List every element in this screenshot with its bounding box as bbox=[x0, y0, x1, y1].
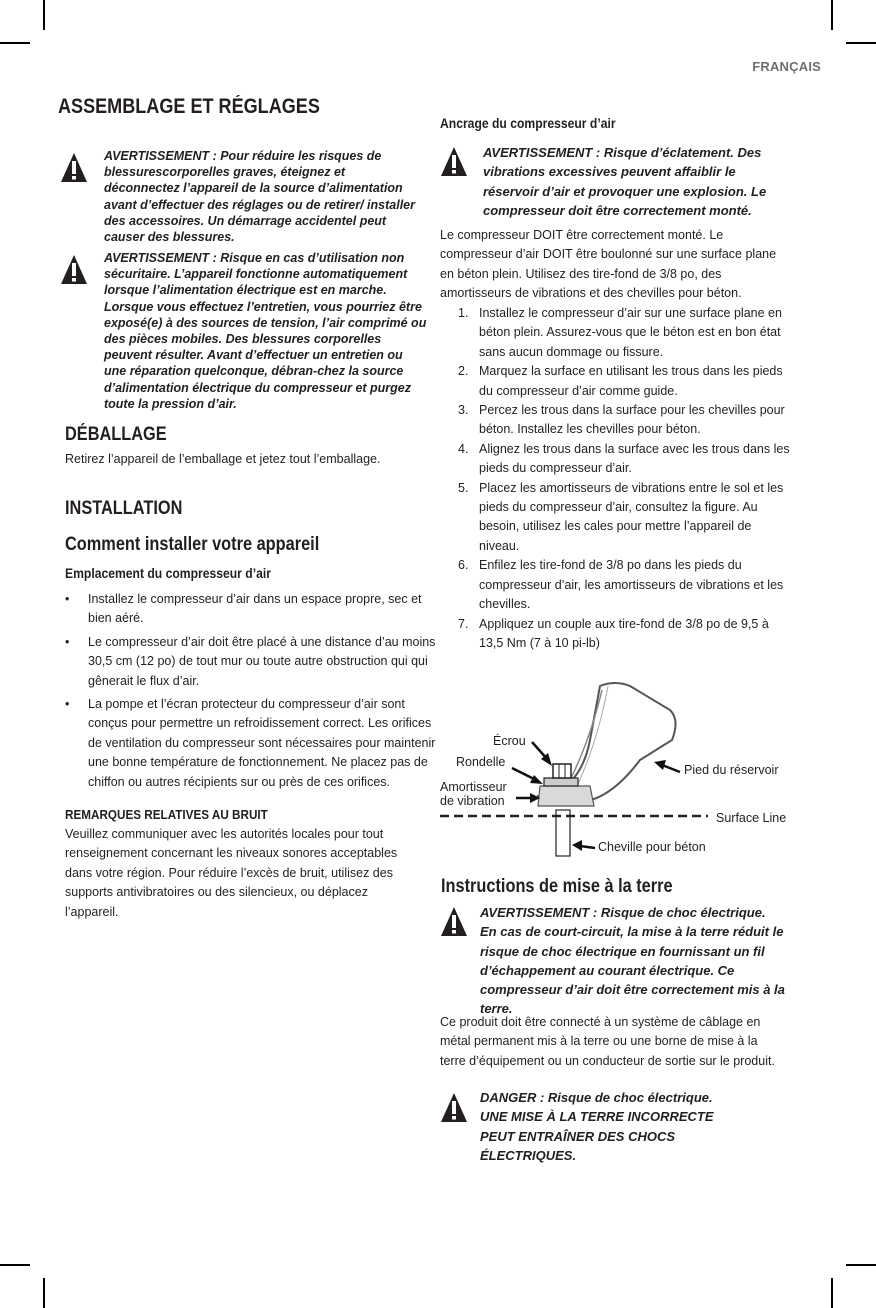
section-title-installation: INSTALLATION bbox=[65, 498, 183, 519]
step-number: 2. bbox=[458, 364, 469, 379]
grounding-text: Ce produit doit être connecté à un système de câblage en métal permanent mis à la terre ou une borne de mise à la terre d’équipement ou un conducteur de sortie sur le produit. bbox=[440, 1015, 775, 1068]
anchoring-intro: Le compresseur DOIT être correctement monté. Le compresseur d’air DOIT être boulonné sur une surface plane en béton plein. Utilisez des tire-fond de 3/8 po, des amortisseurs de vibrations et des chevilles pour béton. bbox=[440, 228, 777, 301]
step-text: Placez les amortisseurs de vibrations entre le sol et les pieds du compresseur d’air, consultez la figure. Au besoin, utilisez les cales pour mettre l’appareil de niveau. bbox=[479, 480, 784, 553]
list-item bbox=[440, 615, 792, 654]
step-text: Marquez la surface en utilisant les trous dans les pieds du compresseur d’air comme guide. bbox=[479, 364, 783, 398]
warning-icon bbox=[440, 146, 468, 178]
list-item bbox=[440, 479, 792, 557]
language-label: FRANÇAIS bbox=[752, 59, 821, 74]
step-number: 4. bbox=[458, 441, 469, 456]
figure-label-concrete-anchor: Cheville pour béton bbox=[598, 840, 706, 854]
list-item: • La pompe et l’écran protecteur du compresseur d’air sont conçus pour permettre un refroidissement correct. Les orifices de ventilation du compresseur sont nécessaires pour maintenir une bonne température de fonctionnement. Ne placez pas de chiffon ou autres récipients sur ou près de ces orifices. bbox=[65, 695, 437, 792]
section-title-how-to-install: Comment installer votre appareil bbox=[65, 534, 320, 555]
crop-mark bbox=[0, 42, 30, 44]
step-text: Enfilez les tire-fond de 3/8 po dans les pieds du compresseur d’air, les amortisseurs de vibrations et les chevilles. bbox=[479, 558, 784, 612]
location-bullets bbox=[65, 590, 437, 796]
unpacking-text: Retirez l’appareil de l’emballage et jetez tout l’emballage. bbox=[65, 452, 381, 466]
noise-text: Veuillez communiquer avec les autorités locales pour tout renseignement concernant les niveaux sonores acceptables dans votre région. Pour réduire l’excès de bruit, utilisez des supports antivibratoires ou des silencieux, ou déplacez l’appareil. bbox=[65, 827, 398, 919]
list-item bbox=[440, 304, 792, 362]
step-text: Appliquez un couple aux tire-fond de 3/8 po de 9,5 à 13,5 Nm (7 à 10 pi-lb) bbox=[479, 616, 769, 650]
danger-icon bbox=[440, 1092, 468, 1124]
warning-icon bbox=[60, 254, 88, 286]
figure-label-washer: Rondelle bbox=[456, 755, 506, 769]
warning-icon bbox=[440, 906, 468, 938]
list-item: • Installez le compresseur d’air dans un espace propre, sec et bien aéré. bbox=[65, 590, 437, 629]
subsection-title-anchoring: Ancrage du compresseur d’air bbox=[440, 116, 616, 131]
figure-label-damper: Amortisseur bbox=[440, 780, 507, 794]
list-item bbox=[440, 401, 792, 440]
crop-mark bbox=[43, 1278, 45, 1308]
crop-mark bbox=[43, 0, 45, 30]
list-item bbox=[440, 440, 792, 479]
step-text: Percez les trous dans la surface pour les chevilles pour béton. Installez les chevilles pour béton. bbox=[479, 403, 785, 437]
list-item: • Le compresseur d’air doit être placé à une distance d’au moins 30,5 cm (12 po) de tout mur ou toute autre obstruction qui qui gênerait le flux d’air. bbox=[65, 633, 437, 691]
crop-mark bbox=[846, 42, 876, 44]
figure-label-tank-foot: Pied du réservoir bbox=[684, 763, 779, 777]
crop-mark bbox=[831, 0, 833, 30]
warning-text: AVERTISSEMENT : Risque de choc électrique. En cas de court-circuit, la mise à la terre réduit le risque de choc électrique en fournissant un fil d’échappement au courant électrique. Ce compresseur d’air doit être correctement mis à la terre. bbox=[480, 905, 785, 1017]
step-text: Installez le compresseur d’air sur une surface plane en béton plein. Assurez-vous que le béton est en bon état sans aucun dommage ou fissure. bbox=[479, 306, 782, 359]
section-title-grounding: Instructions de mise à la terre bbox=[441, 876, 673, 897]
step-number: 1. bbox=[458, 306, 469, 320]
section-title-assembly: ASSEMBLAGE ET RÉGLAGES bbox=[58, 95, 320, 118]
list-item bbox=[440, 556, 792, 614]
step-text: Alignez les trous dans la surface avec les trous dans les pieds du compresseur d’air. bbox=[479, 441, 790, 476]
warning-icon bbox=[60, 152, 88, 184]
step-number: 7. bbox=[458, 616, 469, 631]
section-title-unpacking: DÉBALLAGE bbox=[65, 424, 167, 445]
subsection-title-noise: REMARQUES RELATIVES AU BRUIT bbox=[65, 807, 268, 822]
crop-mark bbox=[0, 1264, 30, 1266]
crop-mark bbox=[831, 1278, 833, 1308]
figure-label-nut: Écrou bbox=[493, 734, 526, 748]
warning-text: AVERTISSEMENT : Pour réduire les risques de blessurescorporelles graves, éteignez et déconnectez l’appareil de la source d’alimentation avant d’effectuer des réglages ou de retirer/ installer des accessoires. Un démarrage accidentel peut causer des blessures. bbox=[104, 149, 415, 245]
step-number: 5. bbox=[458, 480, 469, 495]
crop-mark bbox=[846, 1264, 876, 1266]
figure-label-damper: de vibration bbox=[440, 794, 505, 808]
anchoring-steps bbox=[440, 304, 792, 653]
figure-label-surface-line: Surface Line bbox=[716, 811, 787, 825]
subsection-title-location: Emplacement du compresseur d’air bbox=[65, 566, 271, 581]
warning-text: AVERTISSEMENT : Risque en cas d’utilisation non sécuritaire. L’appareil fonctionne automatiquement lorsque l’alimentation électrique est en marche. Lorsque vous effectuez l’entretien, vous pourriez être exposé(e) à des sources de tension, l’air comprimé ou des pièces mobiles. Des blessures corporelles peuvent résulter. Avant d’effectuer un entretien ou une réparation quelconque, débran-chez la source d’alimentation électrique du compresseur et purgez toute la pression d’air. bbox=[104, 251, 427, 411]
step-number: 3. bbox=[458, 403, 469, 418]
warning-text: AVERTISSEMENT : Risque d’éclatement. Des vibrations excessives peuvent affaiblir le réservoir d’air et provoquer une explosion. Le compresseur doit être correctement monté. bbox=[483, 145, 767, 218]
step-number: 6. bbox=[458, 558, 469, 573]
danger-text: DANGER : Risque de choc électrique. UNE MISE À LA TERRE INCORRECTE PEUT ENTRAÎNER DES CHOCS ÉLECTRIQUES. bbox=[480, 1090, 714, 1163]
list-item bbox=[440, 362, 792, 401]
